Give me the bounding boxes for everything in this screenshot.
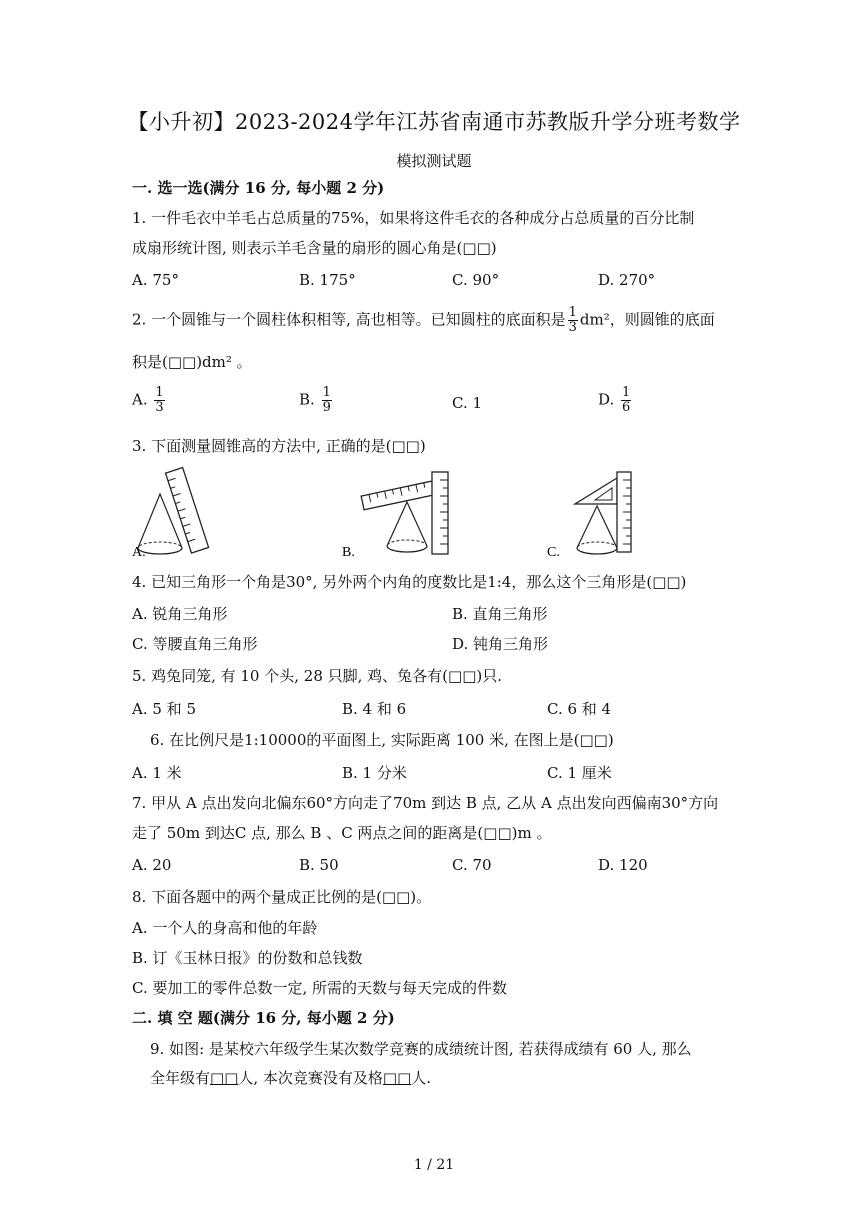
page-title: 【小升初】2023-2024学年江苏省南通市苏教版升学分班考数学 bbox=[127, 110, 741, 134]
q1-option-a: A. 75° bbox=[132, 271, 179, 289]
figure-a-cone-ruler bbox=[138, 468, 209, 554]
q9-blank-1[interactable]: □□ bbox=[210, 1069, 239, 1087]
q9-blank-2[interactable]: □□ bbox=[382, 1069, 412, 1087]
q1-option-c: C. 90° bbox=[452, 271, 500, 289]
q9-line1: 9. 如图: 是某校六年级学生某次数学竞赛的成绩统计图, 若获得成绩有 60 人, 那么 bbox=[150, 1040, 692, 1058]
q9-line2-middle: 人, 本次竞赛没有及格 bbox=[238, 1069, 383, 1087]
q2-option-d-num: 1 bbox=[622, 385, 631, 400]
q2-options bbox=[132, 386, 752, 422]
q2-option-c: C. 1 bbox=[452, 394, 483, 412]
q2-option-b bbox=[299, 386, 334, 415]
q2-option-b-label: B. bbox=[299, 390, 315, 409]
q7-option-b: B. 50 bbox=[299, 856, 339, 874]
q6-line1: 6. 在比例尺是1:10000的平面图上, 实际距离 100 米, 在图上是(□□) bbox=[150, 731, 614, 749]
q9-line2 bbox=[150, 1068, 431, 1088]
q2-line1-unit: dm²，则圆锥的底面 bbox=[579, 310, 715, 329]
q2-option-d bbox=[598, 386, 633, 415]
q4-options-row1 bbox=[132, 603, 752, 625]
q1-option-b: B. 175° bbox=[299, 271, 356, 289]
q2-option-a bbox=[132, 386, 167, 415]
q6-option-b: B. 1 分米 bbox=[342, 764, 407, 782]
q4-option-c: C. 等腰直角三角形 bbox=[132, 635, 258, 653]
q2-option-b-den: 9 bbox=[322, 400, 331, 415]
q2-option-a-label: A. bbox=[132, 390, 148, 409]
q2-option-b-num: 1 bbox=[322, 385, 331, 400]
q2-line1 bbox=[132, 306, 715, 335]
q4-option-a: A. 锐角三角形 bbox=[132, 605, 228, 623]
q4-options-row2 bbox=[132, 633, 752, 655]
q1-line2: 成扇形统计图, 则表示羊毛含量的扇形的圆心角是(□□) bbox=[132, 239, 497, 257]
q4-option-d: D. 钝角三角形 bbox=[452, 635, 549, 653]
q6-option-a: A. 1 米 bbox=[132, 764, 182, 782]
q2-option-a-num: 1 bbox=[155, 385, 164, 400]
q1-line1: 1. 一件毛衣中羊毛占总质量的75%，如果将这件毛衣的各种成分占总质量的百分比制 bbox=[132, 209, 695, 227]
q8-option-b: B. 订《玉林日报》的份数和总钱数 bbox=[132, 949, 363, 967]
q5-option-c: C. 6 和 4 bbox=[547, 700, 612, 718]
q7-line2: 走了 50m 到达C 点, 那么 B 、C 两点之间的距离是(□□)m 。 bbox=[132, 824, 552, 842]
q1-options bbox=[132, 271, 752, 293]
q5-option-a: A. 5 和 5 bbox=[132, 700, 196, 718]
q9-line2-start: 全年级有 bbox=[150, 1069, 211, 1087]
q2-fraction bbox=[568, 306, 578, 335]
figure-c-label: C. bbox=[547, 545, 560, 560]
q5-line1: 5. 鸡兔同笼, 有 10 个头, 28 只脚, 鸡、兔各有(□□)只. bbox=[132, 667, 502, 685]
section-2-heading: 二. 填 空 题(满分 16 分, 每小题 2 分) bbox=[132, 1009, 395, 1027]
q2-frac-num: 1 bbox=[568, 305, 577, 320]
q8-line1: 8. 下面各题中的两个量成正比例的是(□□)。 bbox=[132, 888, 432, 906]
q7-option-c: C. 70 bbox=[452, 856, 492, 874]
q9-line2-end: 人. bbox=[411, 1069, 432, 1087]
q2-line2: 积是(□□)dm² 。 bbox=[132, 353, 252, 371]
q4-line1: 4. 已知三角形一个角是30°, 另外两个内角的度数比是1:4，那么这个三角形是(□□) bbox=[132, 573, 687, 591]
q4-option-b: B. 直角三角形 bbox=[452, 605, 548, 623]
q2-option-a-den: 3 bbox=[155, 400, 164, 415]
q3-line1: 3. 下面测量圆锥高的方法中, 正确的是(□□) bbox=[132, 437, 426, 455]
q8-option-c: C. 要加工的零件总数一定, 所需的天数与每天完成的件数 bbox=[132, 979, 508, 997]
page-number: 1 / 21 bbox=[413, 1157, 455, 1173]
figure-b-label: B. bbox=[342, 545, 355, 560]
figure-b-cone-rulers bbox=[361, 472, 448, 554]
section-1-heading: 一. 选一选(满分 16 分, 每小题 2 分) bbox=[132, 179, 385, 197]
q5-option-b: B. 4 和 6 bbox=[342, 700, 407, 718]
q8-option-a: A. 一个人的身高和他的年龄 bbox=[132, 919, 318, 937]
q5-options bbox=[132, 698, 752, 720]
q6-options bbox=[132, 762, 752, 784]
q3-figures bbox=[130, 466, 690, 562]
page-subtitle: 模拟测试题 bbox=[396, 152, 472, 170]
q2-option-d-label: D. bbox=[598, 390, 615, 409]
q1-option-d: D. 270° bbox=[598, 271, 656, 289]
q7-options bbox=[132, 856, 752, 878]
q7-line1: 7. 甲从 A 点出发向北偏东60°方向走了70m 到达 B 点, 乙从 A 点出发向西偏南30°方向 bbox=[132, 794, 719, 812]
figure-c-cone-triangle bbox=[575, 472, 631, 554]
q2-frac-den: 3 bbox=[568, 320, 577, 335]
q7-option-a: A. 20 bbox=[132, 856, 172, 874]
q2-option-d-den: 6 bbox=[622, 400, 631, 415]
figure-a-label: A. bbox=[132, 545, 146, 560]
q6-option-c: C. 1 厘米 bbox=[547, 764, 612, 782]
q2-line1-text: 2. 一个圆锥与一个圆柱体积相等, 高也相等。已知圆柱的底面积是 bbox=[132, 310, 566, 329]
q7-option-d: D. 120 bbox=[598, 856, 648, 874]
